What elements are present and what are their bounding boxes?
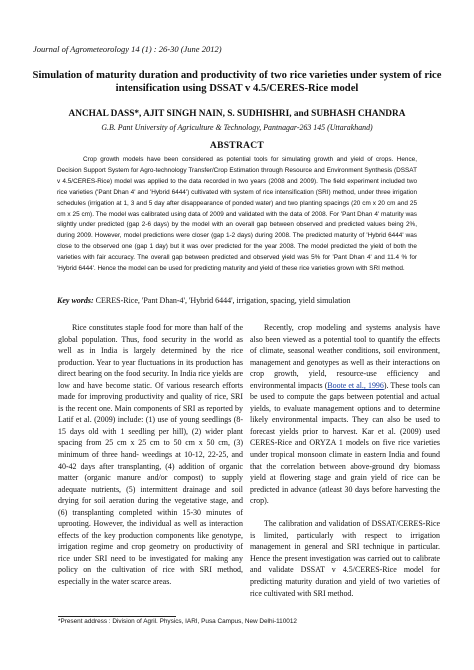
left-column [58, 322, 243, 599]
author-list: ANCHAL DASS*, AJIT SINGH NAIN, S. SUDHISHRI, and SUBHASH CHANDRA [68, 109, 406, 119]
right-column [250, 322, 440, 611]
paragraph-text: ). These tools can be used to compute the gaps between potential and actual yields, to evaluate management options and to determine likely environmental impacts. They can also be used to forecast yields prior to harvest. Kar et al. (2009) used CERES-Rice and ORYZA 1 models on five rice varieties under tropical monsoon climate in eastern India and found that the correlation between above-ground dry biomass yield at flowering stage and grain yield of rice can be predicted in advance (atleast 30 days before harvesting the crop). [250, 380, 440, 506]
paragraph: Rice constitutes staple food for more than half of the global population. Thus, food security in the world as well as in India is largely determined by the rice production. Year to year fluctuations in its production has direct bearing on the food security. In India rice yields are low and have become static. Of various research efforts made for improving productivity and quality of rice, SRI is the recent one. Main components of SRI as reported by Latif et al. (2009) include: (1) use of young seedlings (8-15 days old with 1 seedling per hill), (2) wider plant spacing from 25 cm x 25 cm to 50 cm x 50 cm, (3) minimum of three hand- weedings at 10-12, 22-25, and 40-42 days after transplanting, (4) addition of organic matter (organic manure and/or compost) to supply adequate nutrients, (5) intermittent drainage and soil drying for soil aeration during the vegetative stage, and (6) transplanting completed within 15-30 minutes of uprooting. However, the individual as well as interaction effects of the key production components like genotype, irrigation regime and crop geometry on productivity of rice under SRI need to be investigated for making any policy on the cultivation of rice with SRI method, especially in the water scarce areas. [58, 323, 243, 587]
footnote-divider [58, 616, 176, 617]
citation-link[interactable]: Boote et al., 1996 [327, 380, 384, 390]
paragraph-text: Recently, crop modeling and systems analysis have also been viewed as a potential tool to quantify the effects of climate, seasonal weather conditions, soil environment, management and genotypes as well as their interactions on crop growth, yield, resource-use efficiency and environmental impacts ( [250, 323, 440, 390]
abstract-text: Crop growth models have been considered as potential tools for simulating growth and yield of crops. Hence, Decision Support System for Agro-technology Transfer/Crop Estimation through Resource and Environment Synthesis (DSSAT v 4.5/CERES-Rice) model was applied to the data recorded in two years (2008 and 2009). The field experiment included two rice varieties ('Pant Dhan 4' and 'Hybrid 6444') cultivated with system of rice intensification (SRI) method, under three irrigation schedules (irrigation at 1, 3 and 5 day after disappearance of ponded water) and two planting spacings (20 cm x 20 cm and 25 cm x 25 cm). The model was calibrated using data of 2009 and validated with the data of 2008. For 'Pant Dhan 4' maturity was slightly under predicted (gap 2-6 days) by the model with an overall gap between observed and predicted values being 2%, during 2009. However, model predictions were closer (gap 1-2 days) during 2008. The predicted maturity of 'Hybrid 6444' was close to the observed one (gap 1 day) but it was over predicted for the year 2008. The model predicted the yield of both the varieties with fair accuracy. The overall gap between predicted and observed yield was 5% for 'Pant Dhan 4' and 11.4 % for 'Hybrid 6444'. Hence the model can be used for predicting maturity and yield of these rice varieties grown with SRI method. [57, 156, 417, 273]
affiliation: G.B. Pant University of Agriculture & Technology, Pantnagar-263 145 (Uttarakhand) [101, 123, 373, 132]
footnote: *Present address : Division of Agril. Physics, IARI, Pusa Campus, New Delhi-110012 [58, 618, 297, 625]
paragraph [250, 322, 440, 507]
journal-citation: Journal of Agrometeorology 14 (1) : 26-30 (June 2012) [33, 44, 222, 54]
keywords-text: CERES-Rice, 'Pant Dhan-4', 'Hybrid 6444', irrigation, spacing, yield simulation [95, 296, 351, 305]
keywords-label: Key words: [57, 296, 94, 305]
paragraph: The calibration and validation of DSSAT/CERES-Rice is limited, particularly with respect to irrigation management in general and SRI technique in particular. Hence the present investigation was carried out to calibrate and validate DSSAT v 4.5/CERES-Rice model for predicting maturity duration and yield of two varieties of rice cultivated with SRI method. [250, 519, 440, 598]
paper-title: Simulation of maturity duration and productivity of two rice varieties under system of rice intensification using DSSAT v 4.5/CERES-Rice model [32, 70, 442, 94]
abstract-heading: ABSTRACT [209, 141, 265, 151]
keywords-line [57, 296, 419, 305]
